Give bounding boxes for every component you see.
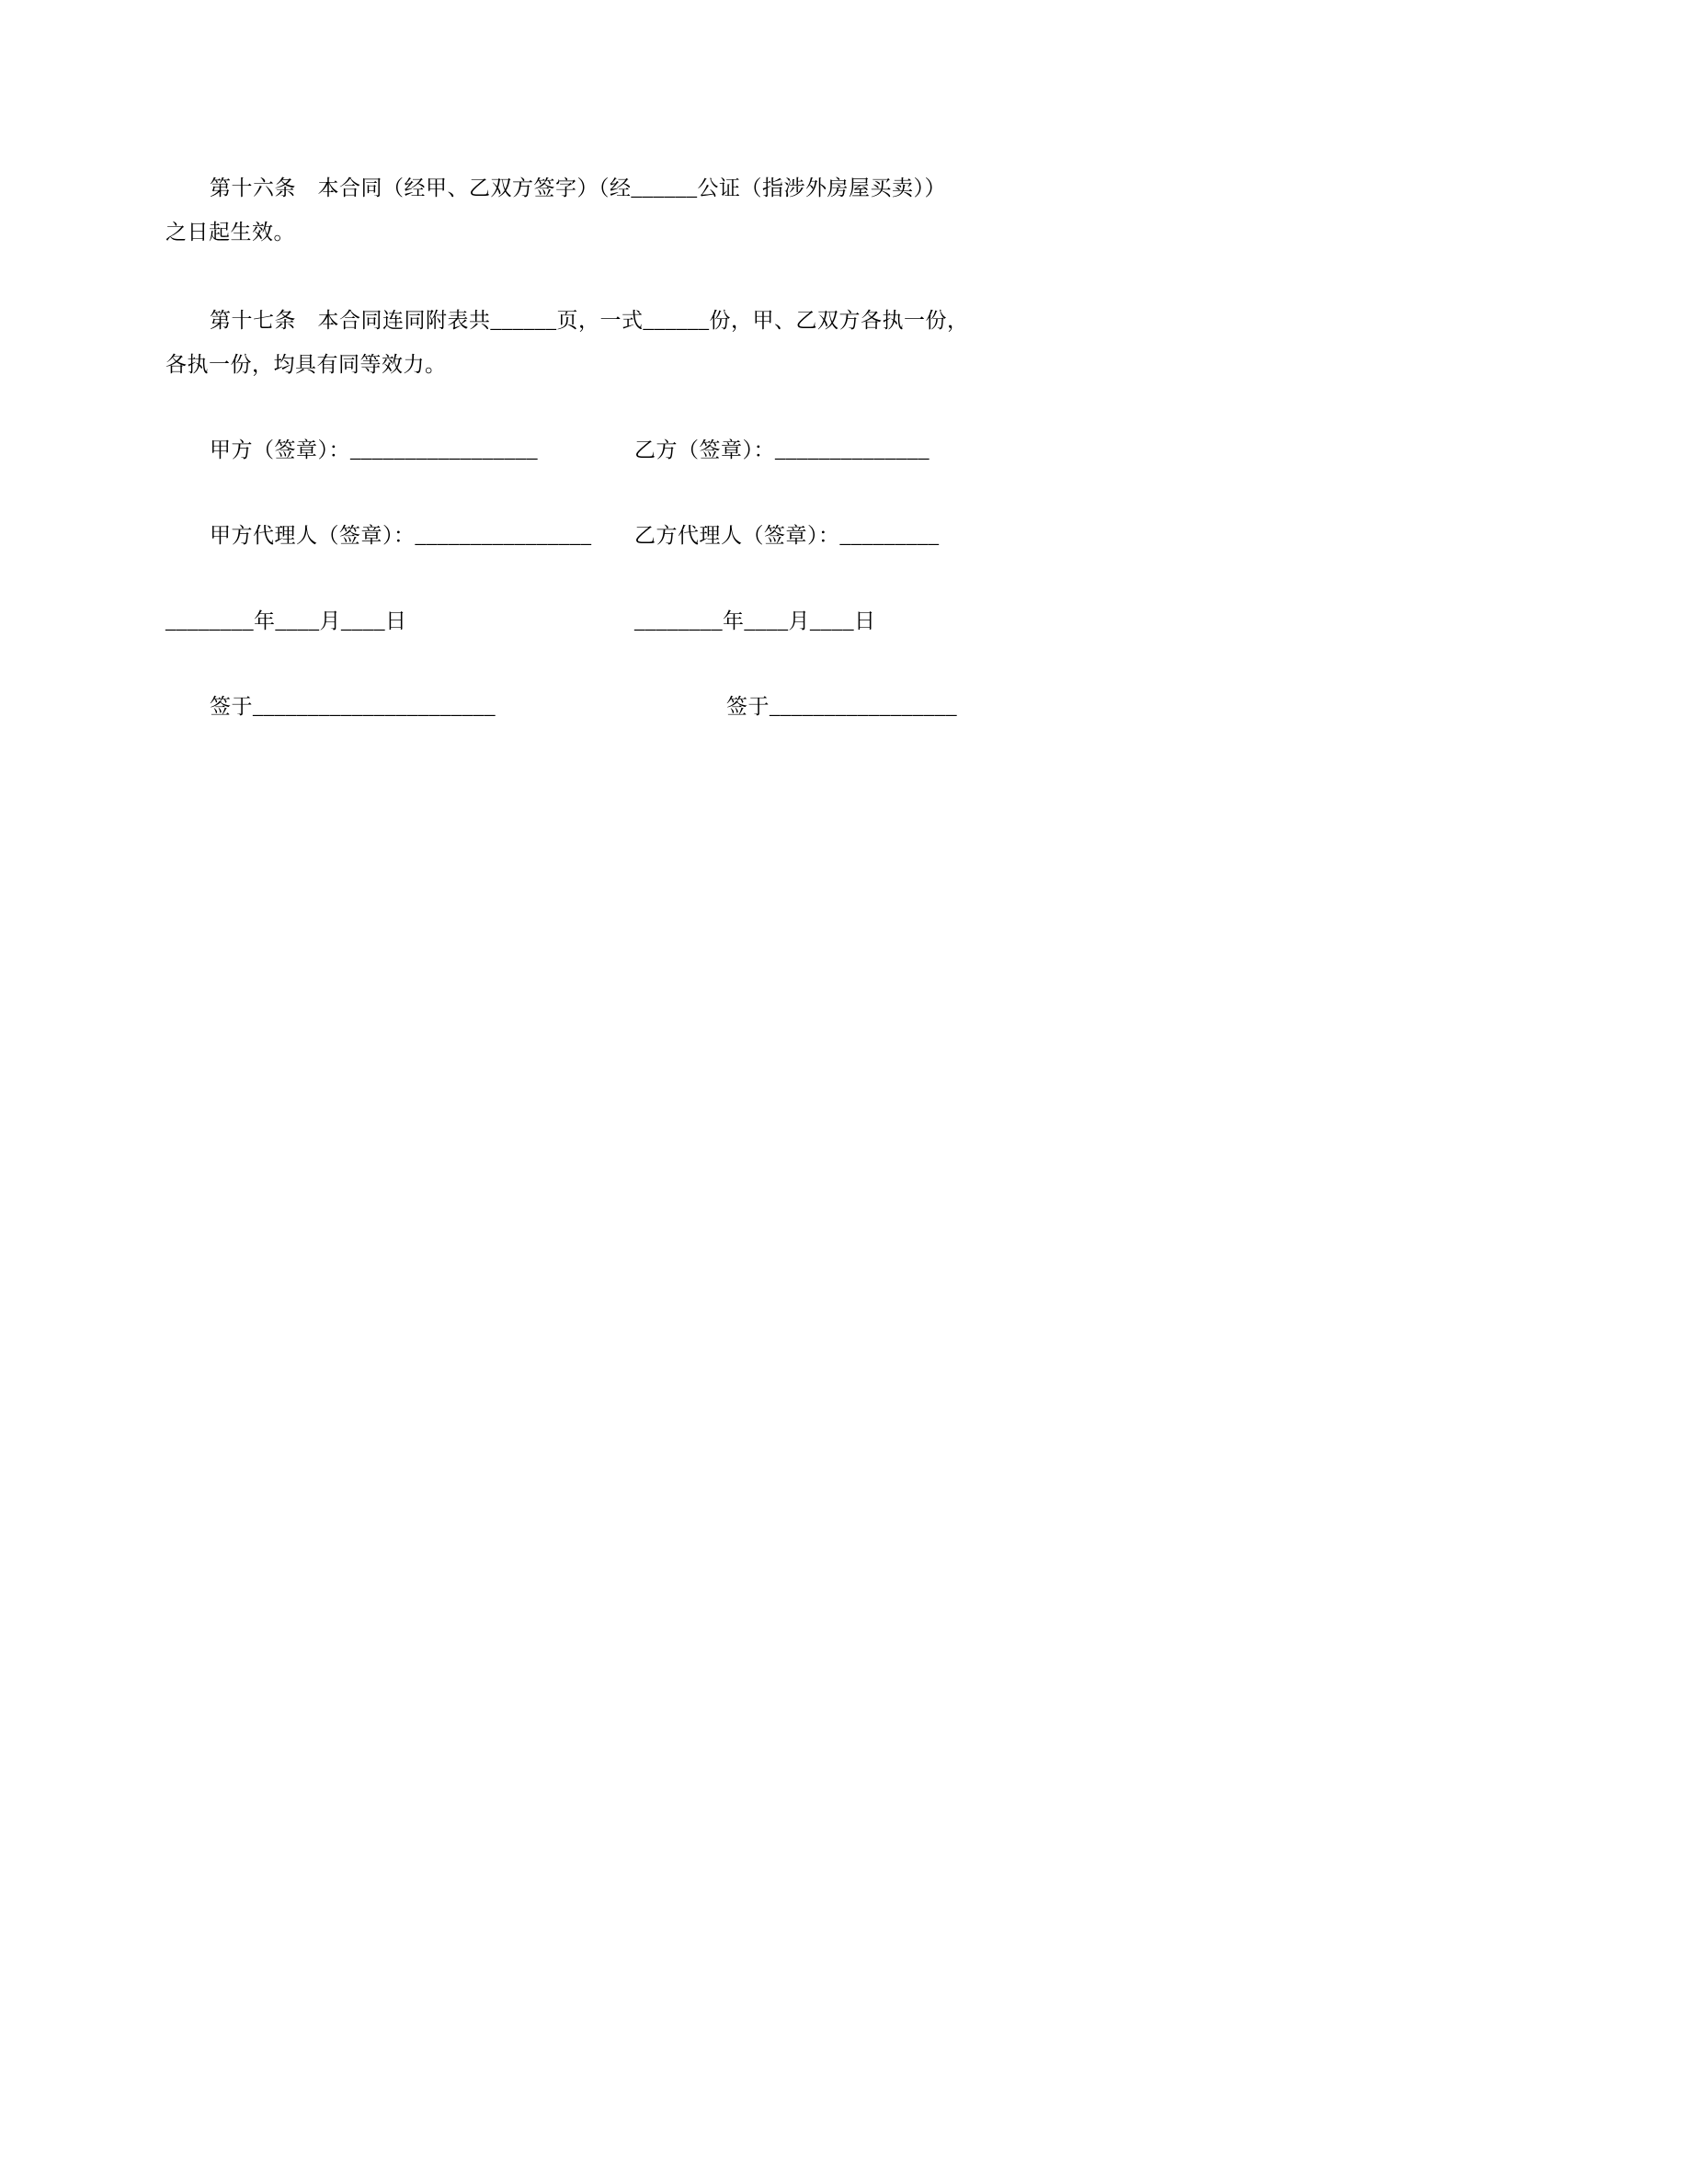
party-b-seal-line: 乙方（签章）：______________ — [634, 438, 930, 461]
article-17-line-1: 第十七条 本合同连同附表共______页，一式______份，甲、乙双方各执一份， — [210, 309, 969, 332]
article-16-line-1: 第十六条 本合同（经甲、乙双方签字）（经______公证（指涉外房屋买卖）） — [210, 176, 946, 199]
article-16-line-2: 之日起生效。 — [165, 221, 295, 244]
date-line-right: ________年____月____日 — [634, 609, 876, 632]
signed-at-line-right: 签于_________________ — [726, 695, 957, 718]
party-b-agent-seal-line: 乙方代理人（签章）：_________ — [634, 524, 940, 547]
signed-at-line-left: 签于______________________ — [210, 695, 496, 718]
date-line-left: ________年____月____日 — [165, 609, 407, 632]
party-a-agent-seal-line: 甲方代理人（签章）：________________ — [210, 524, 592, 547]
party-a-seal-line: 甲方（签章）：_________________ — [210, 438, 538, 461]
article-17-line-2: 各执一份，均具有同等效力。 — [165, 353, 447, 376]
